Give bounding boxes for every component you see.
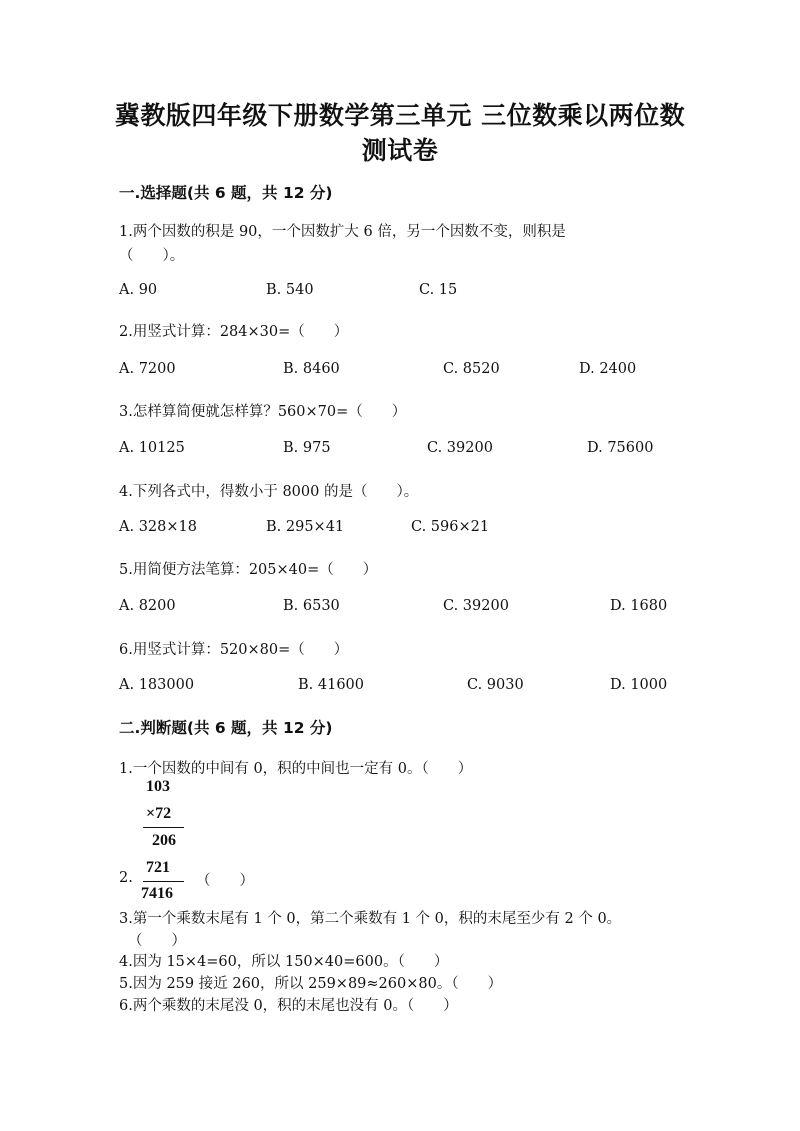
question-5-option-b[interactable]: B. 6530 bbox=[283, 598, 340, 614]
section-heading-choice: 一.选择题(共 6 题，共 12 分) bbox=[119, 184, 333, 202]
judgement-4-text: 4.因为 15×4=60，所以 150×40=600。（ ） bbox=[119, 954, 449, 970]
question-1-blank: （ ）。 bbox=[119, 248, 185, 264]
question-4-text: 4.下列各式中，得数小于 8000 的是（ ）。 bbox=[119, 484, 419, 500]
question-5-option-c[interactable]: C. 39200 bbox=[443, 598, 509, 614]
judgement-6-text: 6.两个乘数的末尾没 0，积的末尾也没有 0。（ ） bbox=[119, 998, 458, 1014]
page-title-line1: 冀教版四年级下册数学第三单元 三位数乘以两位数 bbox=[114, 101, 686, 130]
question-2-text: 2.用竖式计算：284×30=（ ） bbox=[119, 324, 349, 340]
question-4-option-b[interactable]: B. 295×41 bbox=[266, 519, 345, 535]
question-3-option-c[interactable]: C. 39200 bbox=[427, 440, 493, 456]
question-5-option-a[interactable]: A. 8200 bbox=[119, 598, 176, 614]
calc-rule-2 bbox=[143, 881, 184, 882]
section-heading-judgement: 二.判断题(共 6 题，共 12 分) bbox=[119, 719, 333, 737]
question-6-option-b[interactable]: B. 41600 bbox=[298, 677, 365, 693]
question-1-text: 1.两个因数的积是 90，一个因数扩大 6 倍，另一个因数不变，则积是 bbox=[119, 224, 566, 240]
question-6-text: 6.用竖式计算：520×80=（ ） bbox=[119, 642, 349, 658]
question-3-text: 3.怎样算简便就怎样算？560×70=（ ） bbox=[119, 404, 407, 420]
question-1-option-a[interactable]: A. 90 bbox=[119, 282, 158, 298]
calc-rule-1 bbox=[143, 827, 184, 828]
question-2-option-d[interactable]: D. 2400 bbox=[579, 361, 637, 377]
question-5-option-d[interactable]: D. 1680 bbox=[610, 598, 668, 614]
judgement-2-number: 2. bbox=[119, 870, 133, 886]
question-4-option-a[interactable]: A. 328×18 bbox=[119, 519, 197, 535]
judgement-1-text: 1.一个因数的中间有 0，积的中间也一定有 0。（ ） bbox=[119, 761, 473, 777]
question-1-option-c[interactable]: C. 15 bbox=[419, 282, 458, 298]
calc-result: 7416 bbox=[141, 885, 173, 902]
question-3-option-a[interactable]: A. 10125 bbox=[119, 440, 185, 456]
question-3-option-b[interactable]: B. 975 bbox=[283, 440, 331, 456]
question-2-option-a[interactable]: A. 7200 bbox=[119, 361, 176, 377]
page-title-line2: 测试卷 bbox=[361, 136, 439, 165]
judgement-5-text: 5.因为 259 接近 260，所以 259×89≈260×80。（ ） bbox=[119, 976, 503, 992]
question-6-option-d[interactable]: D. 1000 bbox=[610, 677, 668, 693]
judgement-2-blank: （ ） bbox=[196, 873, 254, 889]
question-2-option-b[interactable]: B. 8460 bbox=[283, 361, 340, 377]
question-4-option-c[interactable]: C. 596×21 bbox=[411, 519, 490, 535]
question-3-option-d[interactable]: D. 75600 bbox=[587, 440, 654, 456]
question-6-option-c[interactable]: C. 9030 bbox=[467, 677, 524, 693]
calc-multiplier: ×72 bbox=[146, 805, 172, 822]
question-2-option-c[interactable]: C. 8520 bbox=[443, 361, 500, 377]
question-1-option-b[interactable]: B. 540 bbox=[266, 282, 314, 298]
calc-top-number: 103 bbox=[146, 778, 170, 795]
calc-partial-2: 721 bbox=[146, 859, 170, 876]
judgement-3-text: 3.第一个乘数末尾有 1 个 0，第二个乘数有 1 个 0，积的末尾至少有 2 个 0。 bbox=[119, 911, 622, 927]
question-6-option-a[interactable]: A. 183000 bbox=[119, 677, 195, 693]
judgement-3-blank: （ ） bbox=[128, 933, 186, 949]
question-5-text: 5.用简便方法笔算：205×40=（ ） bbox=[119, 562, 378, 578]
calc-partial-1: 206 bbox=[152, 832, 176, 849]
